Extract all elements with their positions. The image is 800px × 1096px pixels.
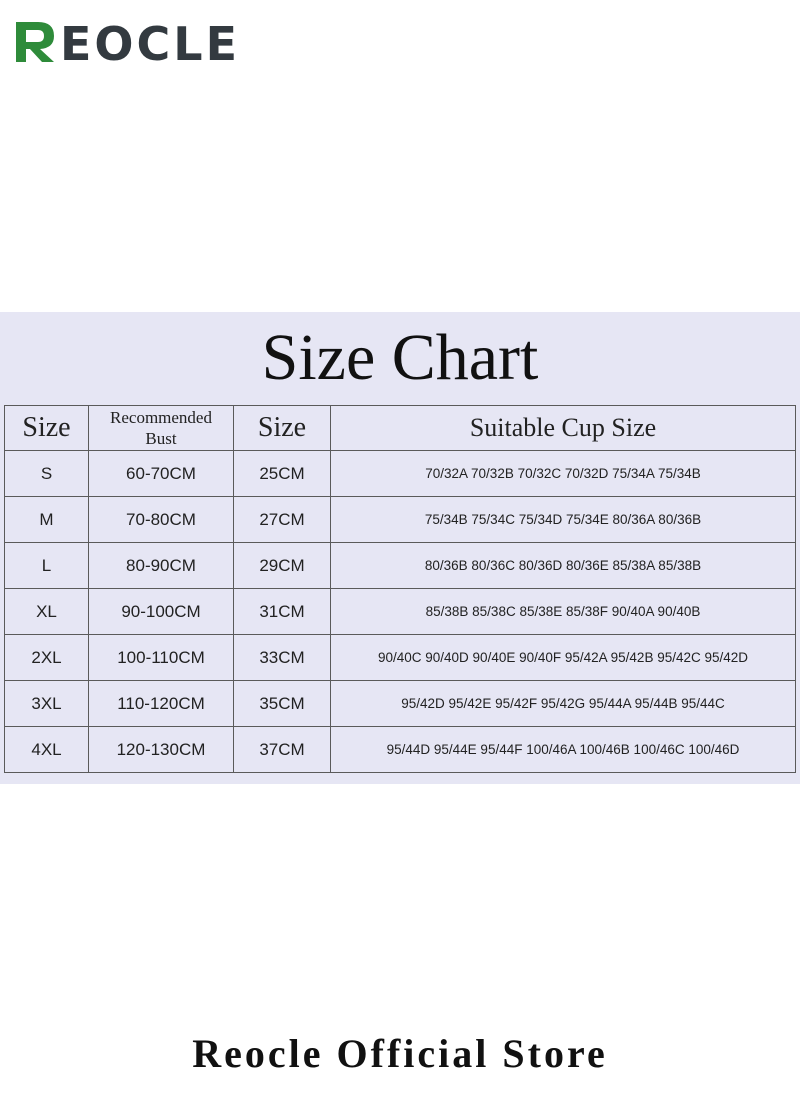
cell-cups: 75/34B 75/34C 75/34D 75/34E 80/36A 80/36B [331,497,796,543]
cell-cups: 95/42D 95/42E 95/42F 95/42G 95/44A 95/44B 95/44C [331,681,796,727]
cell-size: 2XL [5,635,89,681]
cell-size-cm: 33CM [234,635,331,681]
cell-size: S [5,451,89,497]
cell-size-cm: 27CM [234,497,331,543]
table-row [5,543,796,589]
brand-logo [12,16,244,66]
cell-bust: 80-90CM [89,543,234,589]
table-row [5,635,796,681]
chart-title: Size Chart [261,321,539,394]
cell-bust: 120-130CM [89,727,234,773]
cell-bust: 70-80CM [89,497,234,543]
table-row [5,497,796,543]
header-cup-size: Suitable Cup Size [331,406,796,451]
store-name: Reocle Official Store [192,1031,608,1076]
cell-bust: 100-110CM [89,635,234,681]
header-bust-line2: Bust [145,429,177,448]
cell-size-cm: 29CM [234,543,331,589]
cell-bust: 90-100CM [89,589,234,635]
table-row [5,589,796,635]
size-table [4,405,796,773]
cell-size-cm: 35CM [234,681,331,727]
cell-bust: 110-120CM [89,681,234,727]
cell-bust: 60-70CM [89,451,234,497]
cell-size: 4XL [5,727,89,773]
cell-cups: 80/36B 80/36C 80/36D 80/36E 85/38A 85/38B [331,543,796,589]
table-header-row [5,406,796,451]
cell-cups: 70/32A 70/32B 70/32C 70/32D 75/34A 75/34B [331,451,796,497]
table-row [5,681,796,727]
header-size-cm: Size [234,406,331,451]
cell-size: XL [5,589,89,635]
svg-text:EOCLE: EOCLE [60,17,241,66]
cell-cups: 85/38B 85/38C 85/38E 85/38F 90/40A 90/40B [331,589,796,635]
header-bust-line1: Recommended [110,408,212,427]
cell-size: L [5,543,89,589]
cell-size-cm: 37CM [234,727,331,773]
table-row [5,451,796,497]
table-row [5,727,796,773]
cell-cups: 90/40C 90/40D 90/40E 90/40F 95/42A 95/42B 95/42C 95/42D [331,635,796,681]
header-recommended-bust [89,406,234,451]
cell-size: M [5,497,89,543]
cell-size-cm: 25CM [234,451,331,497]
header-size: Size [5,406,89,451]
cell-size-cm: 31CM [234,589,331,635]
cell-cups: 95/44D 95/44E 95/44F 100/46A 100/46B 100/46C 100/46D [331,727,796,773]
cell-size: 3XL [5,681,89,727]
